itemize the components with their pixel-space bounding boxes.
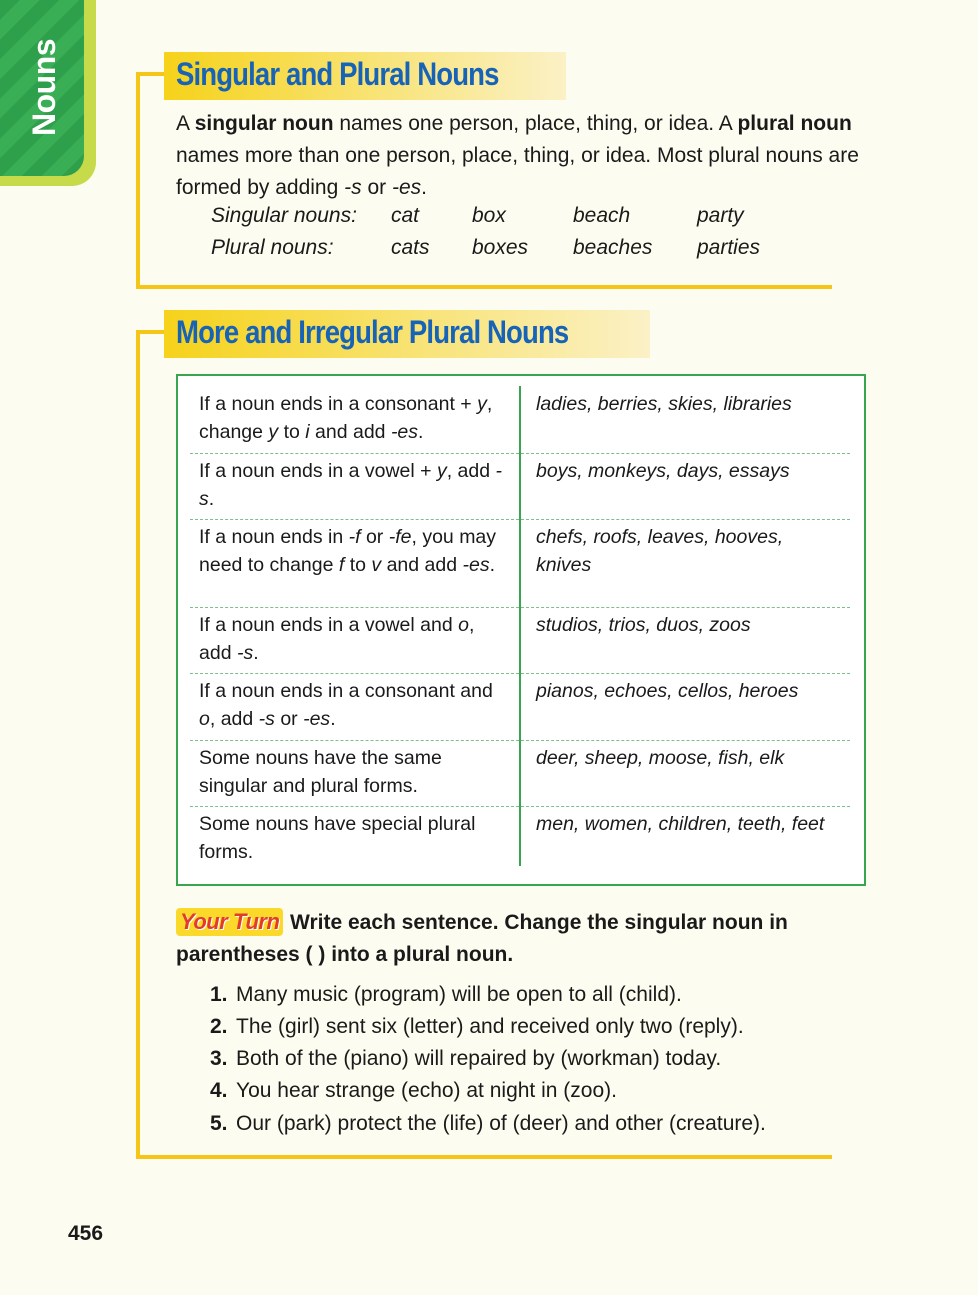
text-run: y — [436, 460, 447, 482]
exercise-text: Both of the (piano) will repaired by (workman) today. — [236, 1047, 722, 1070]
text-run: or — [360, 526, 389, 548]
text-run: -es — [391, 176, 422, 199]
side-tab-label: Nouns — [26, 38, 62, 136]
singular-word: cat — [391, 204, 420, 227]
rule-description — [199, 523, 509, 579]
text-run: . — [330, 708, 336, 730]
text-run: singular noun — [194, 112, 334, 135]
text-run: . — [421, 176, 427, 199]
text-run: -s — [199, 460, 502, 510]
text-run: , change — [199, 393, 493, 443]
singular-word: party — [697, 204, 744, 227]
text-run: If a noun ends in a vowel and — [199, 614, 459, 636]
exercise-item — [210, 979, 682, 1011]
rule-examples: chefs, roofs, leaves, hooves, knives — [536, 526, 784, 576]
exercise-item — [210, 1011, 744, 1043]
page-number: 456 — [68, 1222, 104, 1245]
singular-row — [211, 204, 811, 236]
table-row — [190, 519, 850, 608]
exercise-text: The (girl) sent six (letter) and received only two (reply). — [236, 1015, 744, 1038]
text-run: -fe — [388, 526, 412, 548]
rule-examples: studios, trios, duos, zoos — [536, 614, 751, 636]
text-run: -s — [258, 708, 275, 730]
singular-word: box — [472, 204, 506, 227]
text-run: to — [344, 554, 372, 576]
text-run: If a noun ends in — [199, 526, 349, 548]
exercise-number: 4. — [210, 1079, 228, 1102]
plural-word: parties — [697, 236, 761, 259]
plural-word: beaches — [573, 236, 653, 259]
your-turn-badge: Your Turn — [176, 908, 283, 936]
singular-label: Singular nouns: — [211, 204, 357, 227]
text-run: A — [176, 112, 195, 135]
table-row — [190, 453, 850, 520]
text-run: , add — [199, 614, 475, 664]
section1-definition — [176, 108, 866, 204]
text-run: If a noun ends in a vowel + — [199, 460, 437, 482]
text-run: Some nouns have special plural forms. — [199, 813, 476, 863]
section2-frame-top — [136, 330, 164, 334]
rule-description — [199, 810, 509, 866]
rule-examples: pianos, echoes, cellos, heroes — [536, 680, 799, 702]
rule-description — [199, 457, 509, 513]
rule-description — [199, 611, 509, 667]
exercise-number: 3. — [210, 1047, 228, 1070]
text-run: and add — [309, 421, 391, 443]
plural-word: cats — [391, 236, 430, 259]
rule-description — [199, 390, 509, 446]
rule-examples: men, women, children, teeth, feet — [536, 813, 825, 835]
text-run: o — [458, 614, 469, 636]
text-run: -es — [462, 554, 490, 576]
text-run: . — [489, 554, 495, 576]
text-run: , add — [209, 708, 259, 730]
text-run: Some nouns have the same singular and plural forms. — [199, 747, 442, 797]
text-run: -es — [303, 708, 331, 730]
exercise-number: 5. — [210, 1112, 228, 1135]
text-run: o — [199, 708, 210, 730]
text-run: . — [253, 642, 259, 664]
section2-heading: More and Irregular Plural Nouns — [176, 314, 569, 350]
text-run: v — [371, 554, 382, 576]
text-run: i — [305, 421, 310, 443]
text-run: names more than one person, place, thing, or idea. Most plural nouns are formed by adding — [176, 144, 859, 199]
exercise-item — [210, 1108, 766, 1140]
text-run: If a noun ends in a consonant and — [199, 680, 493, 702]
text-run: , you may need to change — [199, 526, 497, 576]
text-run: -s — [344, 176, 362, 199]
table-row — [190, 740, 850, 807]
text-run: If a noun ends in a consonant + — [199, 393, 478, 415]
text-run: or — [361, 176, 392, 199]
exercise-item — [210, 1043, 721, 1075]
singular-word: beach — [573, 204, 631, 227]
rule-description — [199, 677, 509, 733]
rule-examples: ladies, berries, skies, libraries — [536, 393, 792, 415]
plural-row — [211, 236, 811, 268]
exercise-number: 2. — [210, 1015, 228, 1038]
text-run: , add — [446, 460, 496, 482]
text-run: f — [338, 554, 345, 576]
text-run: . — [208, 488, 215, 510]
text-run: and add — [381, 554, 463, 576]
text-run: . — [418, 421, 424, 443]
noun-examples — [211, 204, 811, 268]
exercise-text: You hear strange (echo) at night in (zoo). — [236, 1079, 617, 1102]
rule-examples: boys, monkeys, days, essays — [536, 460, 790, 482]
plural-label: Plural nouns: — [211, 236, 334, 259]
section1-frame-top — [136, 72, 164, 76]
table-row — [190, 607, 850, 674]
text-run: plural noun — [737, 112, 852, 135]
rule-description — [199, 744, 509, 800]
text-run: or — [274, 708, 304, 730]
table-row — [190, 386, 850, 454]
text-run: to — [278, 421, 306, 443]
text-run: -es — [390, 421, 419, 443]
exercise-number: 1. — [210, 983, 228, 1006]
plural-word: boxes — [472, 236, 529, 259]
exercise-item — [210, 1075, 617, 1107]
text-run: y — [477, 393, 487, 415]
rule-examples: deer, sheep, moose, fish, elk — [536, 747, 785, 769]
your-turn-instructions: Write each sentence. Change the singular noun in parentheses ( ) into a plural noun. — [176, 911, 788, 966]
side-tab — [0, 0, 96, 186]
text-run: -f — [348, 526, 361, 548]
table-row — [190, 673, 850, 741]
exercise-text: Our (park) protect the (life) of (deer) and other (creature). — [236, 1112, 766, 1135]
text-run: y — [268, 421, 279, 443]
table-row — [190, 806, 850, 866]
exercise-text: Many music (program) will be open to all (child). — [236, 983, 682, 1006]
text-run: names one person, place, thing, or idea. A — [333, 112, 738, 135]
text-run: -s — [236, 642, 254, 664]
section1-heading: Singular and Plural Nouns — [176, 56, 499, 92]
